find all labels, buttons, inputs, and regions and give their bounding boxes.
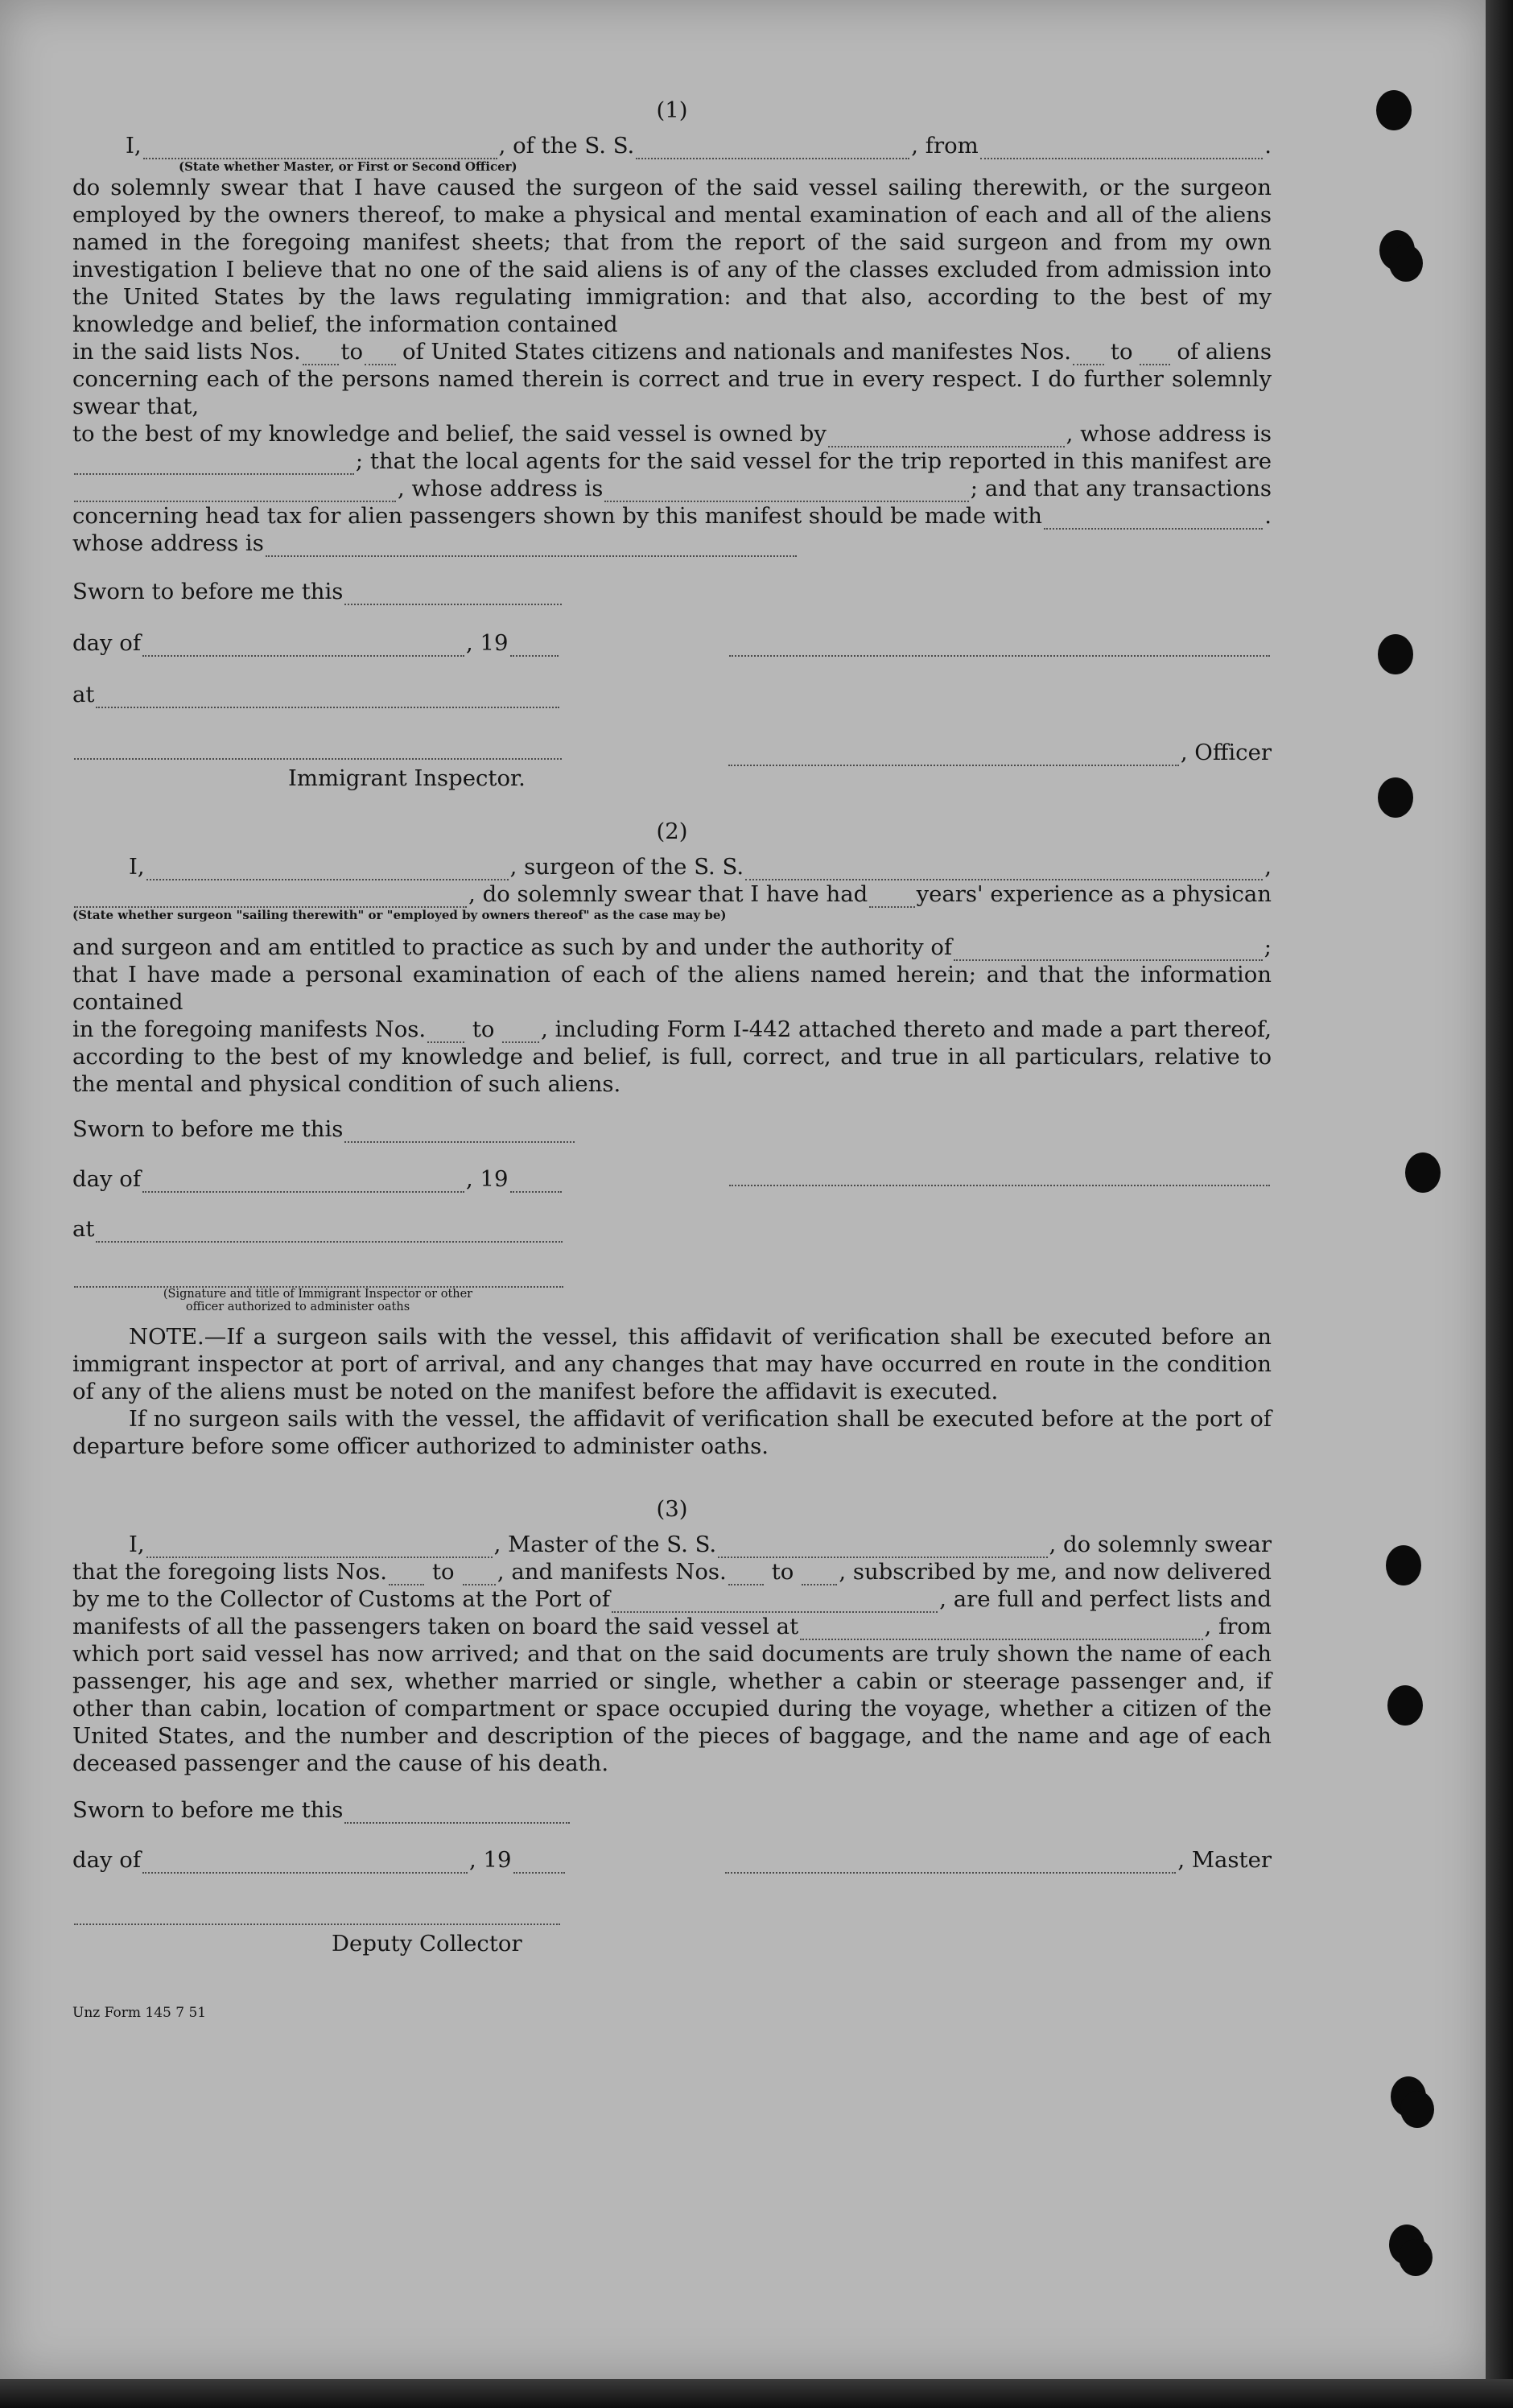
text: ; and that any transactions <box>970 476 1272 501</box>
punch-hole <box>1378 634 1413 674</box>
text: of aliens <box>1177 339 1272 365</box>
scan-edge-bottom <box>0 2379 1513 2408</box>
inspector-signature-line[interactable] <box>74 739 562 760</box>
officer-name-field[interactable] <box>143 138 497 159</box>
text: , whose address is <box>398 476 604 501</box>
text: , <box>1264 854 1272 880</box>
text: by me to the Collector of Customs at the Port of <box>72 1586 610 1612</box>
punch-hole <box>1405 1152 1441 1193</box>
surgeon-name-field[interactable] <box>146 860 509 880</box>
section-2 <box>72 818 1272 1460</box>
text: to <box>1110 339 1133 365</box>
manifests-from-field[interactable] <box>1073 344 1104 365</box>
text: and surgeon and am entitled to practice as such by and under the authority of <box>72 934 953 960</box>
oath-paragraph: that I have made a personal examination of each of the aliens named herein; and that the information contained <box>72 962 1272 1015</box>
text: to <box>771 1559 794 1585</box>
oath-paragraph: concerning each of the persons named therein is correct and true in every respect. I do further solemnly swear that, <box>72 366 1272 419</box>
manifests-to-field[interactable] <box>1140 344 1171 365</box>
text: . <box>1264 503 1272 529</box>
text: in the said lists Nos. <box>72 339 301 365</box>
oath-paragraph: do solemnly swear that I have caused the surgeon of the said vessel sailing therewith, or the surgeon employed by the owners thereof, to make a physical and mental examination of each and all of the aliens named in the foregoing manifest sheets; that from the report of the said surgeon and from my own investigation I believe that no one of the said aliens is of any of the classes excluded from admission into the United States by the laws regulating immigration: and that also, according to the best of my knowledge and belief, the information contained <box>72 175 1272 337</box>
agents-field[interactable] <box>74 481 396 502</box>
text: day of <box>72 630 142 656</box>
text: in the foregoing manifests Nos. <box>72 1016 427 1042</box>
text: , from <box>911 133 979 159</box>
punch-hole <box>1376 90 1412 130</box>
text: ; <box>1264 934 1272 960</box>
place-field[interactable] <box>96 687 559 708</box>
head-tax-contact-field[interactable] <box>1044 509 1263 530</box>
lists-to-field[interactable] <box>365 344 396 365</box>
inspector-label: Immigrant Inspector. <box>288 765 526 791</box>
manifests-to-field[interactable] <box>802 1565 837 1585</box>
surgeon-signature-line[interactable] <box>729 1165 1270 1186</box>
authority-field[interactable] <box>954 940 1263 961</box>
text: , whose address is <box>1066 421 1272 447</box>
section-1 <box>72 97 1272 792</box>
text: concerning head tax for alien passengers shown by this manifest should be made with <box>72 503 1042 529</box>
punch-hole <box>1386 1545 1421 1585</box>
deputy-signature-line[interactable] <box>74 1904 560 1925</box>
signature-note: officer authorized to administer oaths <box>185 1301 410 1313</box>
note-paragraph: NOTE.—If a surgeon sails with the vessel, this affidavit of verification shall be executed before an immigrant inspector at port of arrival, and any changes that may have occurred en route in the condition of any of the aliens must be noted on the manifest before the affidavit is executed. <box>72 1324 1272 1404</box>
inspector-signature-line[interactable] <box>74 1267 563 1288</box>
affidavit-form <box>72 97 1272 2027</box>
head-tax-address-field[interactable] <box>266 536 797 557</box>
text: years' experience as a physican <box>916 881 1272 907</box>
text: , and manifests Nos. <box>497 1559 727 1585</box>
text: , from <box>1204 1614 1272 1639</box>
signature-line[interactable] <box>729 636 1270 657</box>
text: I, <box>126 133 142 159</box>
text: , Master of the S. S. <box>493 1532 717 1557</box>
lists-from-field[interactable] <box>303 344 340 365</box>
master-name-field[interactable] <box>146 1537 493 1558</box>
day-of-field[interactable] <box>142 636 464 657</box>
port-from-field[interactable] <box>980 138 1264 159</box>
officer-signature-line[interactable] <box>728 745 1179 766</box>
master-signature-line[interactable] <box>725 1853 1176 1874</box>
officer-label: , Officer <box>1180 740 1272 765</box>
lists-to-field[interactable] <box>463 1565 496 1585</box>
departure-port-field[interactable] <box>800 1619 1202 1640</box>
text: , of the S. S. <box>498 133 635 159</box>
text: at <box>72 1216 95 1242</box>
place-field[interactable] <box>96 1222 563 1243</box>
field-note: (State whether Master, or First or Second Officer) <box>179 159 517 174</box>
text: . <box>1264 133 1272 159</box>
punch-hole <box>1389 2225 1424 2265</box>
deputy-collector-label: Deputy Collector <box>332 1931 522 1956</box>
surgeon-status-field[interactable] <box>74 887 467 908</box>
text: , 19 <box>466 1166 509 1192</box>
agents-address-field[interactable] <box>604 481 968 502</box>
day-of-field[interactable] <box>142 1853 468 1874</box>
text: to <box>472 1016 495 1042</box>
text: ; that the local agents for the said vessel for the trip reported in this manifest are <box>355 448 1272 474</box>
owner-name-field[interactable] <box>828 427 1065 447</box>
text: I, <box>129 854 145 880</box>
sworn-date-field[interactable] <box>344 584 562 605</box>
text: Sworn to before me this <box>72 1116 344 1142</box>
sworn-date-field[interactable] <box>344 1803 570 1824</box>
text: Sworn to before me this <box>72 579 344 604</box>
field-note: (State whether surgeon "sailing therewith" or "employed by owners thereof" as the case may be) <box>72 908 727 922</box>
text: whose address is <box>72 530 264 556</box>
oath-paragraph: according to the best of my knowledge and belief, is full, correct, and true in all particulars, relative to the mental and physical condition of such aliens. <box>72 1044 1272 1097</box>
text: manifests of all the passengers taken on board the said vessel at <box>72 1614 799 1639</box>
text: , do solemnly swear <box>1049 1532 1272 1557</box>
vessel-name-field[interactable] <box>636 138 909 159</box>
section-number: (1) <box>656 97 688 123</box>
section-number: (2) <box>656 818 688 844</box>
year-field[interactable] <box>513 1853 565 1874</box>
text: , are full and perfect lists and <box>939 1586 1272 1612</box>
manifests-from-field[interactable] <box>728 1565 764 1585</box>
punch-hole <box>1378 777 1413 818</box>
day-of-field[interactable] <box>142 1172 464 1193</box>
form-code: Unz Form 145 7 51 <box>72 2005 207 2021</box>
years-field[interactable] <box>869 887 914 908</box>
text: I, <box>129 1532 145 1557</box>
oath-paragraph: which port said vessel has now arrived; and that on the said documents are truly shown the name of each passenger, his age and sex, whether married or single, whether a cabin or steerage passenger and, if other than cabin, location of compartment or space occupied during the voyage, whether a citizen of the United States, and the number and description of the pieces of baggage, and the name and age of each deceased passenger and the cause of his death. <box>72 1641 1272 1776</box>
text: day of <box>72 1847 142 1873</box>
lists-from-field[interactable] <box>389 1565 424 1585</box>
text: Sworn to before me this <box>72 1797 344 1823</box>
text: , subscribed by me, and now delivered <box>839 1559 1272 1585</box>
punch-hole <box>1387 1685 1423 1726</box>
sworn-date-field[interactable] <box>344 1122 575 1143</box>
manifests-to-field[interactable] <box>502 1022 539 1043</box>
text: to the best of my knowledge and belief, the said vessel is owned by <box>72 421 827 447</box>
signature-note: (Signature and title of Immigrant Inspector or other <box>163 1288 473 1301</box>
section-number: (3) <box>656 1496 688 1522</box>
punch-hole <box>1379 230 1415 270</box>
vessel-name-field[interactable] <box>745 860 1263 880</box>
text: , 19 <box>466 630 509 656</box>
text: at <box>72 682 95 707</box>
owner-address-field[interactable] <box>74 454 354 475</box>
text: day of <box>72 1166 142 1192</box>
text: , 19 <box>469 1847 512 1873</box>
punch-hole <box>1391 2076 1426 2117</box>
text: , including Form I-442 attached thereto and made a part thereof, <box>541 1016 1272 1042</box>
text: , do solemnly swear that I have had <box>468 881 868 907</box>
year-field[interactable] <box>510 1172 562 1193</box>
vessel-name-field[interactable] <box>718 1537 1047 1558</box>
text: , surgeon of the S. S. <box>509 854 744 880</box>
year-field[interactable] <box>510 636 559 657</box>
text: to <box>340 339 364 365</box>
section-3 <box>72 1495 1272 1957</box>
text: to <box>432 1559 455 1585</box>
port-field[interactable] <box>612 1592 938 1613</box>
text: that the foregoing lists Nos. <box>72 1559 387 1585</box>
text: of United States citizens and nationals and manifestes Nos. <box>402 339 1071 365</box>
master-label: , Master <box>1177 1847 1272 1873</box>
scan-edge-right <box>1486 0 1513 2408</box>
note-paragraph: If no surgeon sails with the vessel, the affidavit of verification shall be executed before at the port of departure before some officer authorized to administer oaths. <box>72 1406 1272 1459</box>
manifests-from-field[interactable] <box>427 1022 464 1043</box>
